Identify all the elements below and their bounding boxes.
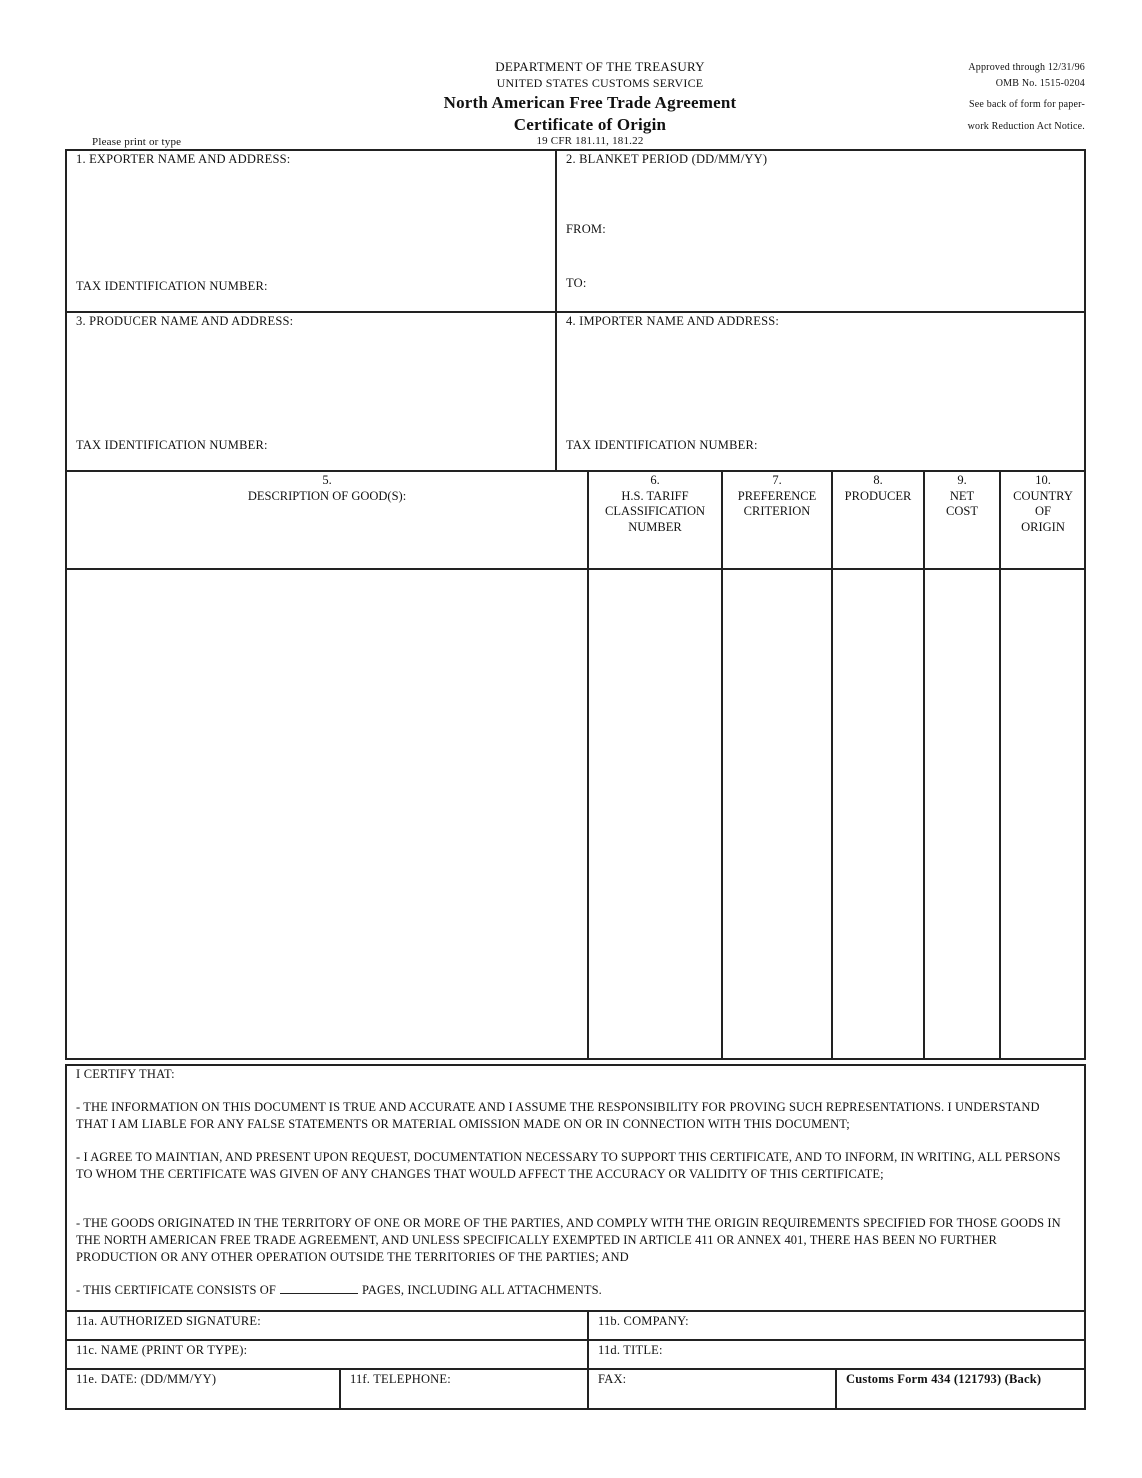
sign-row-divider-2 (65, 1339, 1086, 1341)
to-label: TO: (566, 276, 587, 290)
certify-statement-3: - THE GOODS ORIGINATED IN THE TERRITORY OF ONE OR MORE OF THE PARTIES, AND COMPLY WITH THE ORIGIN REQUIREMENTS SPECIFIED FOR THOSE GOODS IN THE NORTH AMERICAN FREE TRADE AGREEMENT, AND UNLESS SPECIFICALLY EXEMPTED IN ARTICLE 411 OR ANNEX 401, THERE HAS BEEN NO FURTHER PRODUCTION OR ANY OTHER OPERATION OUTSIDE THE TERRITORIES OF THE PARTIES; AND (76, 1216, 1061, 1264)
form-title: North American Free Trade Agreement (443, 93, 737, 112)
form-subtitle: Certificate of Origin (513, 115, 667, 134)
name-label: 11c. NAME (PRINT OR TYPE): (76, 1343, 248, 1357)
cfr-reference: 19 CFR 181.11, 181.22 (536, 135, 644, 147)
col-divider-6 (587, 470, 589, 1060)
col-divider-7 (721, 470, 723, 1060)
sign-row-divider-1 (65, 1310, 1086, 1312)
blanket-period-label: 2. BLANKET PERIOD (DD/MM/YY) (566, 152, 768, 166)
producer-tax-label: TAX IDENTIFICATION NUMBER: (76, 438, 268, 452)
customs-form-number: Customs Form 434 (121793) (Back) (846, 1372, 1042, 1386)
date-label: 11e. DATE: (DD/MM/YY) (76, 1372, 217, 1386)
telephone-label: 11f. TELEPHONE: (350, 1372, 451, 1386)
fax-label: FAX: (598, 1372, 627, 1386)
col-header-preference: 7. PREFERENCE CRITERION (737, 473, 817, 518)
col-header-country: 10. COUNTRY OF ORIGIN (1013, 473, 1073, 534)
certify-statement-1: - THE INFORMATION ON THIS DOCUMENT IS TRUE AND ACCURATE AND I ASSUME THE RESPONSIBILITY FOR PROVING SUCH REPRESENTATIONS. I UNDERSTAND THAT I AM LIABLE FOR ANY FALSE STATEMENTS OR MATERIAL OMISSION MADE ON OR IN CONNECTION WITH THIS DOCUMENT; (76, 1100, 1040, 1131)
sign-col-divider-fax (835, 1368, 837, 1410)
sign-col-divider (587, 1310, 589, 1410)
row-divider-2 (65, 470, 1086, 472)
sign-row-divider-3 (65, 1368, 1086, 1370)
paperwork-note-1: See back of form for paper- (969, 99, 1085, 110)
page-count-blank[interactable] (280, 1283, 358, 1294)
omb-number: OMB No. 1515-0204 (995, 78, 1085, 89)
col-divider-9 (923, 470, 925, 1060)
col-header-producer: 8. PRODUCER (844, 473, 912, 503)
department-heading: DEPARTMENT OF THE TREASURY (495, 59, 705, 74)
from-label: FROM: (566, 222, 606, 236)
service-heading: UNITED STATES CUSTOMS SERVICE (496, 76, 704, 90)
certify-heading: I CERTIFY THAT: (76, 1067, 175, 1081)
col-divider-10 (999, 470, 1001, 1060)
company-label: 11b. COMPANY: (598, 1314, 689, 1328)
certify-statement-4: - THIS CERTIFICATE CONSISTS OF PAGES, INCLUDING ALL ATTACHMENTS. (76, 1283, 602, 1297)
print-note: Please print or type (92, 136, 182, 148)
sign-col-divider-date (339, 1368, 341, 1410)
col-header-net-cost: 9. NET COST (946, 473, 978, 518)
col-header-description: 5. DESCRIPTION OF GOOD(S): (247, 473, 407, 503)
title-label: 11d. TITLE: (598, 1343, 663, 1357)
exporter-tax-label: TAX IDENTIFICATION NUMBER: (76, 279, 268, 293)
importer-label: 4. IMPORTER NAME AND ADDRESS: (566, 314, 780, 328)
exporter-label: 1. EXPORTER NAME AND ADDRESS: (76, 152, 291, 166)
authorized-signature-label: 11a. AUTHORIZED SIGNATURE: (76, 1314, 261, 1328)
approved-note: Approved through 12/31/96 (968, 62, 1085, 73)
column-header-divider (65, 568, 1086, 570)
row-divider-1 (65, 311, 1086, 313)
col-divider-8 (831, 470, 833, 1060)
paperwork-note-2: work Reduction Act Notice. (967, 121, 1085, 132)
col-header-tariff: 6. H.S. TARIFF CLASSIFICATION NUMBER (604, 473, 705, 534)
producer-label: 3. PRODUCER NAME AND ADDRESS: (76, 314, 294, 328)
certify-statement-2: - I AGREE TO MAINTIAN, AND PRESENT UPON REQUEST, DOCUMENTATION NECESSARY TO SUPPORT THIS CERTIFICATE, AND TO INFORM, IN WRITING, ALL PERSONS TO WHOM THE CERTIFICATE WAS GIVEN OF ANY CHANGES THAT WOULD AFFECT THE ACCURACY OR VALIDITY OF THIS CERTIFICATE; (76, 1150, 1061, 1181)
importer-tax-label: TAX IDENTIFICATION NUMBER: (566, 438, 758, 452)
